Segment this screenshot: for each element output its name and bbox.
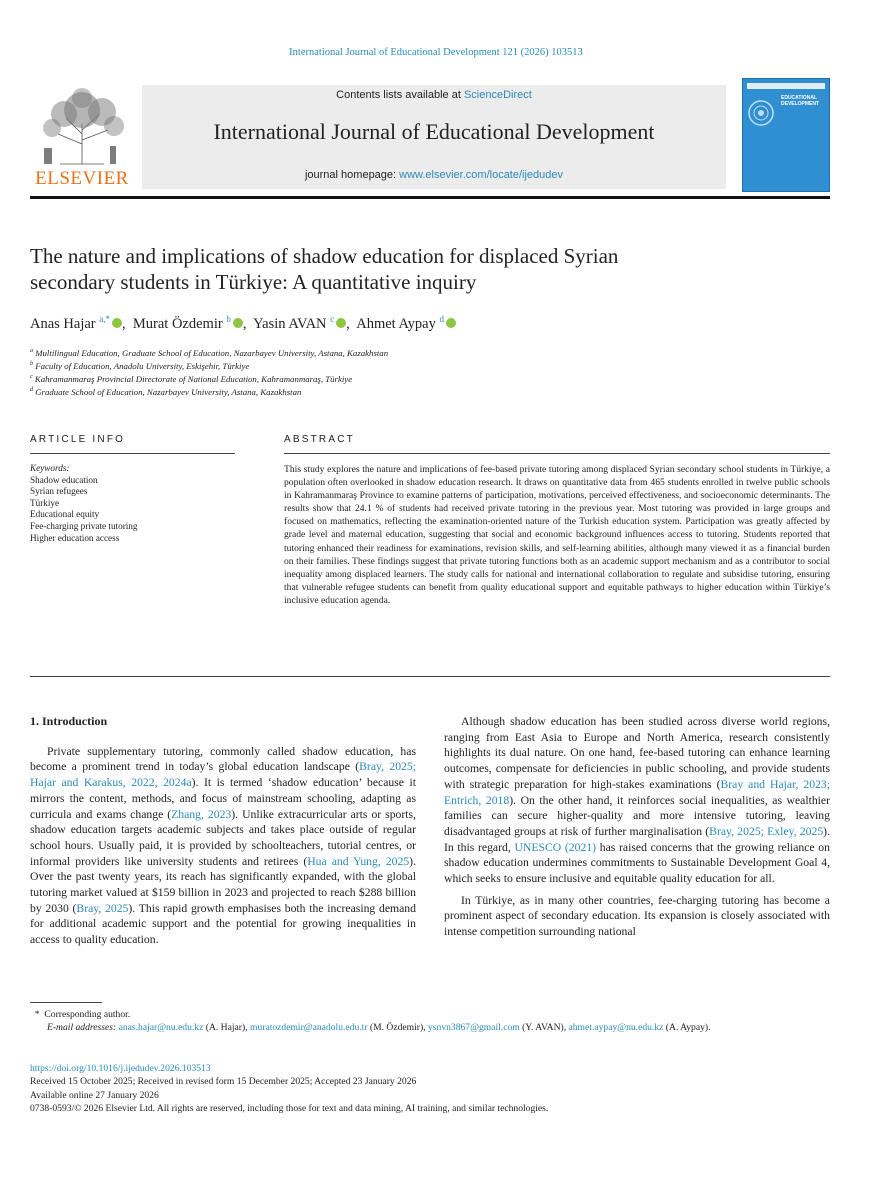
- citation-link[interactable]: Bray, 2025: [76, 901, 129, 915]
- email-owner: (M. Özdemir),: [367, 1022, 428, 1034]
- affiliation-key: c: [30, 373, 33, 380]
- email-addresses: [30, 1021, 830, 1034]
- keyword[interactable]: Türkiye: [30, 497, 60, 508]
- article-title: [30, 243, 810, 295]
- paragraph-text: ). Over the past twenty years, its reach has significantly expanded, with the global tutoring market valued at $159 billion in 2023 and projected to reach $288 billion by 2030 (: [30, 854, 416, 915]
- publisher-wordmark: ELSEVIER: [35, 168, 129, 189]
- keyword[interactable]: Syrian refugees: [30, 486, 88, 497]
- contents-prefix: Contents lists available at: [336, 89, 464, 101]
- paragraph: [30, 744, 416, 948]
- cover-title: [781, 95, 825, 107]
- keywords-label: Keywords:: [30, 463, 70, 473]
- paragraph-text: has raised concerns that the growing reliance on shadow education undermines commitments to Sustainable Development Goal 4, which seeks to ensure inclusive and equitable quality education for all.: [444, 840, 830, 886]
- footnote-rule: [30, 1002, 102, 1003]
- email-owner: (A. Hajar),: [203, 1022, 250, 1034]
- email-link[interactable]: muratozdemir@anadolu.edu.tr: [249, 1022, 368, 1034]
- paragraph-text: ). Unlike extracurricular arts or sports, shadow education targets academic subjects and takes place outside of regular school hours. Usually paid, it is provided by schoolteachers, tutorial centres, or informal providers like university students and retirees (: [30, 807, 417, 868]
- copyright-notice: 0738-0593/© 2026 Elsevier Ltd. All rights are reserved, including those for text and data mining, AI training, and similar technologies.: [30, 1103, 549, 1115]
- paragraph-text: ). It is termed ‘shadow education’ because it mirrors the content, methods, and focus of mainstream schooling, adapting as curricula and exams change (: [30, 776, 417, 821]
- history-dates: Received 15 October 2025; Received in revised form 15 December 2025; Accepted 23 January 2026: [30, 1076, 417, 1088]
- masthead-rule: [30, 196, 830, 199]
- journal-banner: [142, 85, 726, 189]
- orcid-icon[interactable]: [112, 318, 122, 328]
- article-title-line2: secondary students in Türkiye: A quantitative inquiry: [30, 270, 477, 294]
- author-list: Anas Hajar $^{a,*}$ , Murat Özdemir $^b$ , Yasin AVAN $^c$ , Ahmet Aypay $^d$: [30, 314, 810, 333]
- citation-link[interactable]: Hua and Yung, 2025: [307, 854, 410, 868]
- affiliation-list: [30, 346, 810, 398]
- paragraph-text: ). On the other hand, it reinforces social inequalities, as wealthier families can secure higher-quality and more intensive tutoring, leaving disadvantaged groups at risk of further marginalisation (: [444, 793, 830, 838]
- abstract-rule: [284, 453, 830, 454]
- affiliation-text: Multilingual Education, Graduate School of Education, Nazarbayev University, Astana, Kazakhstan: [35, 347, 389, 358]
- email-owner: (Y. AVAN),: [519, 1022, 569, 1034]
- author-affiliation-mark[interactable]: a,*: [99, 314, 111, 324]
- corresponding-author-note: * Corresponding author.: [30, 1009, 131, 1020]
- citation-link[interactable]: Bray and Hajar, 2023; Entrich, 2018: [444, 777, 830, 807]
- journal-reference[interactable]: International Journal of Educational Development 121 (2026) 103513: [289, 47, 583, 58]
- affiliation-key: a: [30, 348, 33, 354]
- keyword[interactable]: Shadow education: [30, 474, 98, 485]
- citation-link[interactable]: Bray, 2025; Exley, 2025: [709, 824, 824, 838]
- online-date: Available online 27 January 2026: [30, 1089, 159, 1101]
- footnotes: [30, 1008, 830, 1034]
- email-link[interactable]: ahmet.aypay@nu.edu.kz: [568, 1022, 664, 1034]
- homepage-link[interactable]: www.elsevier.com/locate/ijedudev: [399, 169, 564, 181]
- email-link[interactable]: anas.hajar@nu.edu.kz: [118, 1022, 204, 1034]
- author-name[interactable]: Murat Özdemir: [132, 315, 223, 332]
- paragraph-text: ). This rapid growth emphasises both the increasing demand for additional academic support and the potential for growing inequalities in access to quality education.: [30, 901, 416, 947]
- article-title-line1: The nature and implications of shadow education for displaced Syrian: [30, 244, 619, 268]
- author-name[interactable]: Yasin AVAN: [253, 315, 327, 332]
- journal-masthead: [30, 84, 830, 192]
- elsevier-logo[interactable]: [30, 84, 134, 192]
- elsevier-tree-icon: [30, 84, 134, 168]
- section-heading-introduction[interactable]: 1. Introduction: [30, 714, 108, 728]
- contents-availability: [142, 89, 726, 101]
- author-name[interactable]: Ahmet Aypay: [356, 315, 436, 332]
- paragraph-text: ). In this regard,: [444, 824, 830, 854]
- paragraph: [444, 714, 830, 887]
- keyword[interactable]: Fee-charging private tutoring: [30, 520, 138, 531]
- article-metadata: [30, 1062, 830, 1116]
- email-label: E-mail addresses:: [47, 1022, 119, 1034]
- affiliation-item: [30, 372, 810, 385]
- affiliation-item: [30, 346, 810, 359]
- author-affiliation-mark[interactable]: b: [226, 314, 231, 324]
- affiliation-text: Kahramanmaraş Provincial Directorate of National Education, Kahramanmaraş, Türkiye: [34, 373, 353, 384]
- homepage-prefix: journal homepage:: [304, 169, 400, 181]
- citation-link[interactable]: Bray, 2025; Hajar and Karakus, 2022, 2024a: [30, 760, 416, 790]
- abstract-text: This study explores the nature and implications of fee-based private tutoring among displaced Syrian secondary school students in Türkiye, a population often overlooked in shadow education research. It draws on quantitative data from 465 students enrolled in twelve public schools in Kahramanmaraş Province to examine patterns of participation, motivations, perceived effectiveness, and socioeconomic determinants. The results show that 24.1 % of students had received private tutoring in the previous year. Most tutoring was provided in large groups and focused on mathematics, reflecting the examination-oriented nature of the Turkish education system. Participation was greatly affected by grade level and maternal education, suggesting that social and economic background influences access to tutoring. Students reported that tutoring enhanced their readiness for examinations, revision skills, and self-learning abilities, although many viewed it as a financial burden on their families. These findings suggest that private tutoring functions both as an academic support mechanism and as a contributor to social inequality among displaced learners. The study calls for national and international collaboration to regulate and subsidise tutoring, ensuring that vulnerable refugee students can benefit from quality educational support and equitable pathways to higher education within Türkiye’s inclusive education agenda.: [284, 464, 830, 606]
- affiliation-text: Faculty of Education, Anadolu University, Eskişehir, Türkiye: [35, 360, 250, 371]
- paragraph-text: Private supplementary tutoring, commonly called shadow education, has become a prominent trend in today’s global education landscape (: [30, 744, 416, 774]
- keywords-list: [30, 463, 235, 544]
- orcid-icon[interactable]: [336, 318, 346, 328]
- journal-homepage: [142, 169, 726, 181]
- author-affiliation-mark[interactable]: d: [439, 314, 444, 324]
- author-affiliation-mark[interactable]: c: [330, 314, 335, 324]
- email-link[interactable]: ysnvn3867@gmail.com: [428, 1022, 520, 1034]
- affiliation-key: b: [30, 360, 33, 367]
- article-info-rule: [30, 453, 235, 454]
- cover-title-line2: DEVELOPMENT: [781, 101, 820, 107]
- body-column-left: [30, 714, 416, 948]
- abstract-heading: ABSTRACT: [284, 434, 355, 445]
- journal-title[interactable]: International Journal of Educational Development: [213, 119, 655, 144]
- author-name[interactable]: Anas Hajar: [30, 315, 96, 332]
- corresponding-author-text: Corresponding author.: [44, 1009, 131, 1020]
- citation-link[interactable]: Zhang, 2023: [171, 807, 232, 821]
- sciencedirect-link[interactable]: ScienceDirect: [463, 89, 532, 101]
- paragraph: In Türkiye, as in many other countries, fee-charging tutoring has become a prominent aspect of secondary education. Its expansion is closely associated with intense competition surrounding national: [444, 893, 830, 939]
- cover-title-line1: EDUCATIONAL: [781, 95, 818, 101]
- body-column-right: [444, 714, 830, 940]
- paragraph-text: Although shadow education has been studied across diverse world regions, ranging from East Asia to Europe and North America, research consistently highlights its dual nature. On one hand, fee-based tutoring can enhance learning outcomes, compensate for deficiencies in public schooling, and provide students with strategic preparation for high-stakes examinations (: [444, 715, 830, 791]
- affiliation-item: [30, 359, 810, 372]
- abstract-bottom-rule: [30, 676, 830, 677]
- keyword[interactable]: Educational equity: [30, 509, 100, 520]
- affiliation-text: Graduate School of Education, Nazarbayev University, Astana, Kazakhstan: [35, 386, 302, 397]
- affiliation-item: [30, 385, 810, 398]
- orcid-icon[interactable]: [233, 318, 243, 328]
- doi-link[interactable]: https://doi.org/10.1016/j.ijedudev.2026.103513: [30, 1063, 211, 1074]
- orcid-icon[interactable]: [446, 318, 456, 328]
- email-owner: (A. Aypay).: [663, 1022, 711, 1034]
- journal-cover-thumbnail[interactable]: [742, 78, 830, 192]
- citation-link[interactable]: UNESCO (2021): [514, 840, 597, 854]
- keyword[interactable]: Higher education access: [30, 532, 120, 543]
- affiliation-key: d: [30, 386, 33, 393]
- article-info-heading: ARTICLE INFO: [30, 434, 126, 445]
